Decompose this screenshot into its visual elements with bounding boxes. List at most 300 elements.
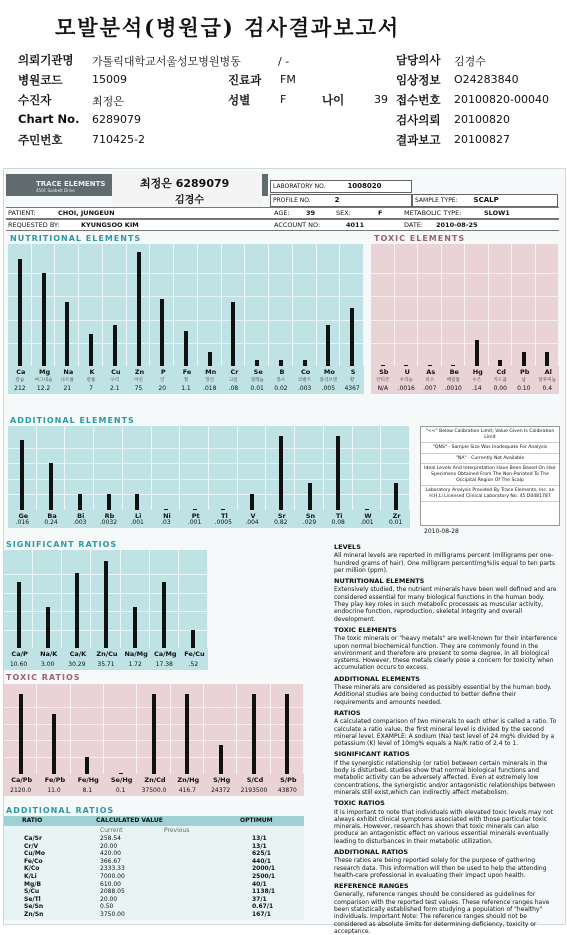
chart-bar-Fe xyxy=(184,331,188,366)
chart-bar-Rb xyxy=(107,494,111,510)
chart-label: Al xyxy=(544,368,552,376)
chart-label: P xyxy=(160,368,166,376)
text-paragraph: The toxic minerals or "heavy metals" are well-known for their interference upon normal biochemical function. They are commonly found in the environment and therefore are present to some degree, in all biological systems. However, these metals clearly pose a concern for toxicity when accumulation occurs to excess. xyxy=(334,635,558,672)
chart-bar-S/Pb xyxy=(285,694,289,774)
grid-line xyxy=(371,273,559,274)
chart-label: Zn/Hg xyxy=(177,776,200,784)
chart-value: .0032 xyxy=(99,519,118,526)
chart-bar-Na/Mg xyxy=(133,607,137,648)
chart-kor-label: 마그네슘 xyxy=(34,378,53,383)
column-divider xyxy=(292,244,293,366)
chart-bar-Zn xyxy=(137,252,141,366)
patient-name: CHOI, JUNGEUN xyxy=(58,209,115,217)
chart-value: 0.02 xyxy=(274,385,288,392)
chart-value: 7 xyxy=(89,385,93,392)
chart-label: V xyxy=(250,512,256,520)
chart-label: Fe/Pb xyxy=(44,776,66,784)
chart-kor-label: 납 xyxy=(521,378,526,383)
header-mid-value: 39 xyxy=(374,93,388,106)
chart-value: N/A xyxy=(377,385,389,392)
header-right-value: 20100820-00040 xyxy=(454,93,549,106)
chart-label: Fe xyxy=(182,368,192,376)
ratio-optimum: 2500/1 xyxy=(252,873,276,880)
column-divider xyxy=(173,244,174,366)
column-divider xyxy=(90,550,91,648)
chart-bar-Fe/Pb xyxy=(52,714,56,774)
ratio-optimum: 1138/1 xyxy=(252,888,276,896)
chart-kor-label: 칼륨 xyxy=(86,378,96,383)
column-divider xyxy=(102,244,103,366)
ratio-name: K/Co xyxy=(24,865,40,873)
ratio-current: 258.54 xyxy=(100,835,121,842)
chart-kor-label: 철 xyxy=(183,378,189,383)
chart-label: Zr xyxy=(392,512,401,520)
chart-label: W xyxy=(364,512,372,520)
header-right-label: 접수번호 xyxy=(396,93,441,107)
chart-label: Cd xyxy=(496,368,506,376)
chart-bar-W xyxy=(365,509,369,510)
ratio-name: Se/Sn xyxy=(24,903,44,911)
chart-bar-Zn/Hg xyxy=(185,694,189,774)
chart-label: Na/K xyxy=(40,650,58,658)
chart-label: Pb xyxy=(520,368,530,376)
chart-bar-V xyxy=(250,494,254,510)
chart-kor-label: 수은 xyxy=(472,378,482,383)
header-left-label: 의뢰기관명 xyxy=(18,53,74,67)
col-calc: CALCULATED VALUE xyxy=(96,817,163,824)
chart-value: 0.1 xyxy=(115,787,126,794)
chart-bar-Ca/Pb xyxy=(19,694,23,774)
ratio-name: Cu/Mo xyxy=(24,850,45,858)
column-divider xyxy=(270,684,271,774)
chart-label: Sb xyxy=(379,368,389,376)
chart-bar-Co xyxy=(303,360,307,366)
header-right-value: 20100827 xyxy=(454,133,510,146)
chart-value: 2.1 xyxy=(110,385,120,392)
chart-kor-label: 셀레늄 xyxy=(250,378,264,383)
chart-label: Cr xyxy=(230,368,239,376)
chart-kor-label: 붕소 xyxy=(276,378,286,383)
chart-label: Hg xyxy=(472,368,483,376)
chart-bar-Tl xyxy=(221,509,225,510)
chart-value: 0.24 xyxy=(44,519,58,526)
chart-value: 416.7 xyxy=(178,787,196,794)
header-left-label: Chart No. xyxy=(18,112,80,126)
notes-box xyxy=(420,426,560,526)
header-left-value: 가톨릭대학교서울성모병원병동 xyxy=(92,55,241,68)
chart-value: 24372 xyxy=(211,787,231,794)
chart-bar-Cd xyxy=(498,360,502,366)
chart-bar-Bi xyxy=(78,494,82,510)
chart-label: Ca/K xyxy=(69,650,87,658)
chart-kor-label: 나트륨 xyxy=(60,378,74,383)
chart-bar-Mn xyxy=(208,352,212,366)
chart-kor-label: 코발트 xyxy=(297,378,312,383)
chart-bar-Cr xyxy=(231,302,235,366)
chart-value: .0005 xyxy=(214,519,232,526)
chart-bar-Na/K xyxy=(46,607,50,648)
chart-kor-label: 알루미늄 xyxy=(538,378,557,383)
page-title: 모발분석(병원급) 검사결과보고서 xyxy=(55,15,401,40)
ratio-current: 0.50 xyxy=(100,903,114,911)
column-divider xyxy=(464,244,465,366)
chart-label: S/Pb xyxy=(280,776,297,784)
ratio-current: 7000.00 xyxy=(100,873,125,880)
chart-kor-label: 우라늄 xyxy=(399,378,413,383)
chart-value: 21 xyxy=(63,385,72,392)
note-line: "NA" - Currently Not Available xyxy=(421,454,559,465)
significant-heading: SIGNIFICANT RATIOS xyxy=(6,540,118,549)
chart-value: .005 xyxy=(321,385,336,392)
ratio-name: Fe/Co xyxy=(24,857,43,865)
ratio-current: 420.00 xyxy=(100,850,121,858)
patient-label: PATIENT: xyxy=(8,209,36,217)
column-divider xyxy=(149,244,150,366)
header-mid-label: 성별 xyxy=(228,93,251,107)
header-left-label: 병원코드 xyxy=(18,73,63,87)
col-current: Current xyxy=(100,827,123,834)
chart-bar-Li xyxy=(135,494,139,510)
toxic-heading: TOXIC ELEMENTS xyxy=(374,234,466,243)
header-right-label: 담당의사 xyxy=(396,53,441,67)
chart-label: Tl xyxy=(221,512,228,520)
chart-bar-P xyxy=(160,299,164,366)
chart-bar-Zn/Cu xyxy=(104,561,108,648)
chart-bar-K xyxy=(89,334,93,366)
column-divider xyxy=(136,684,137,774)
chart-bar-Ca/P xyxy=(17,582,21,648)
column-divider xyxy=(409,426,410,510)
chart-bar-S xyxy=(350,308,354,366)
chart-label: Mg xyxy=(39,368,51,376)
note-line: Laboratory Analysis Provided By Trace Elements, Inc. an H.H.Li Licensed Clinical Laboratory No. 45 D0481787 xyxy=(421,486,559,502)
nutritional-chart xyxy=(8,244,364,394)
chart-kor-label: 황 xyxy=(349,378,355,383)
column-divider xyxy=(268,244,269,366)
report-date: 2010-08-25 xyxy=(436,221,478,229)
additional-chart xyxy=(8,426,410,528)
request-strip xyxy=(6,219,559,231)
chart-bar-Cu xyxy=(113,325,117,366)
note-line: Ideal Levels And Interpretation Have Been Based On Hair Specimens Obtained From The Non-Pariated To The Occipital Region Of The Scalp xyxy=(421,464,559,486)
text-paragraph: All mineral levels are reported in milligrams percent (milligrams per one-hundred grams of hair). One milligram percent(mg%)is equal to ten parts per million (ppm). xyxy=(334,552,555,574)
chart-value: .003 xyxy=(297,385,312,392)
header-right-value: 20100820 xyxy=(454,113,510,126)
chart-value: 2193500 xyxy=(240,787,268,794)
chart-value: 8.1 xyxy=(82,787,93,794)
column-divider xyxy=(178,550,179,648)
text-paragraph: A calculated comparison of two minerals to each other is called a ratio. To calculate a ratio value, the first mineral level is divided by the second mineral level. EXAMPLE: A sodium (Na) test level of 24 mg% divided by a potassium (K) level of 10mg% equals a Na/K ratio of 2.4 to 1. xyxy=(334,718,557,748)
date-label: DATE: xyxy=(404,221,424,229)
header-mid-value: F xyxy=(280,93,287,106)
chart-value: 2120.0 xyxy=(10,787,32,794)
column-divider xyxy=(558,244,559,366)
text-paragraph: It is important to note that individuals with elevated toxic levels may not always exhibit clinical symptoms associated with those particular toxic minerals. However, research has shown that toxic minerals can also produce an antagonistic effect on various essential minerals eventually leading to disturbances in their metabolic utilization. xyxy=(334,808,553,845)
chart-value: 37500.0 xyxy=(141,787,167,794)
additional-date: 2010-08-28 xyxy=(424,528,459,535)
column-divider xyxy=(179,426,180,510)
chart-value: 35.71 xyxy=(97,661,115,668)
text-heading: NUTRITIONAL ELEMENTS xyxy=(334,577,425,586)
column-divider xyxy=(265,426,266,510)
chart-value: 0.01 xyxy=(388,519,403,526)
header-mid-label: 진료과 xyxy=(228,73,262,87)
chart-label: Zn/Cd xyxy=(144,776,166,784)
chart-label: Be xyxy=(449,368,459,376)
text-paragraph: These ratios are being reported solely for the purpose of gathering research data. This information will then be used to help the attending health-care professional in evaluating their impact upon health. xyxy=(334,857,547,879)
column-divider xyxy=(363,244,364,366)
column-divider xyxy=(488,244,489,366)
chart-value: 0.01 xyxy=(250,385,264,392)
chart-value: .0010 xyxy=(444,385,462,392)
chart-value: 4367 xyxy=(344,385,360,392)
header-left-label: 수진자 xyxy=(18,93,52,107)
note-line: "QNS" - Sample Size Was Inadequate For Analysis xyxy=(421,443,559,454)
handwritten-doctor: 김경수 xyxy=(175,195,204,206)
lab-no-label: LABORATORY NO. xyxy=(273,183,326,190)
profile-box xyxy=(270,194,412,207)
column-divider xyxy=(207,550,208,648)
text-heading: ADDITIONAL ELEMENTS xyxy=(334,674,420,683)
chart-bar-S/Hg xyxy=(219,745,223,774)
column-divider xyxy=(236,684,237,774)
handwritten-name: 최정은 6289079 xyxy=(140,177,230,190)
ratio-name: S/Cu xyxy=(24,888,40,896)
column-divider xyxy=(394,244,395,366)
column-divider xyxy=(352,426,353,510)
chart-label: Na xyxy=(63,368,74,376)
chart-value: 0.82 xyxy=(274,519,288,526)
chart-label: Bi xyxy=(77,512,85,520)
chart-bar-Al xyxy=(545,352,549,366)
chart-value: .007 xyxy=(423,385,437,392)
table-row xyxy=(4,911,304,920)
chart-value: 17.38 xyxy=(155,661,173,668)
chart-value: 212 xyxy=(14,385,26,392)
chart-label: S xyxy=(350,368,356,376)
column-divider xyxy=(61,550,62,648)
chart-label: Ca/Pb xyxy=(11,776,33,784)
header-right-label: 검사의뢰 xyxy=(396,113,441,127)
account-no: 4011 xyxy=(346,221,365,229)
chart-kor-label: 망간 xyxy=(205,378,215,383)
chart-value: .03 xyxy=(161,519,171,526)
grid-line xyxy=(371,296,559,297)
column-divider xyxy=(316,244,317,366)
chart-value: .016 xyxy=(15,519,30,526)
profile-label: PROFILE NO. xyxy=(273,197,311,204)
chart-bar-U xyxy=(404,365,408,366)
chart-value: 0.4 xyxy=(542,385,553,392)
ratio-current: 2333.33 xyxy=(100,865,125,873)
chart-bar-Hg xyxy=(475,340,479,366)
chart-label: Ti xyxy=(335,512,343,520)
ward-slash: / - xyxy=(278,55,290,68)
sample-label: SAMPLE TYPE: xyxy=(415,197,458,204)
ratio-name: Ca/Sr xyxy=(24,835,42,842)
chart-label: Mo xyxy=(323,368,335,376)
explanatory-text xyxy=(334,540,558,935)
column-divider xyxy=(149,550,150,648)
chart-value: 30.29 xyxy=(68,661,86,668)
chart-label: Se/Hg xyxy=(110,776,133,784)
chart-bar-B xyxy=(279,360,283,366)
sample-box xyxy=(412,194,558,207)
col-ratio: RATIO xyxy=(22,817,43,824)
chart-kor-label: 칼슘 xyxy=(15,378,25,383)
chart-label: Fe/Hg xyxy=(77,776,99,784)
chart-bar-Zr xyxy=(394,483,398,510)
chart-bar-Se xyxy=(255,360,259,366)
header-left-value: 15009 xyxy=(92,73,127,86)
lab-no: 1008020 xyxy=(347,182,382,190)
grid-line xyxy=(8,479,410,480)
grid-line xyxy=(8,296,364,297)
chart-label: S/Hg xyxy=(213,776,231,784)
chart-bar-As xyxy=(428,365,432,366)
column-divider xyxy=(31,244,32,366)
ratio-optimum: 37/1 xyxy=(252,895,267,903)
header-right-value: 김경수 xyxy=(454,55,486,68)
chart-label: Li xyxy=(135,512,142,520)
column-divider xyxy=(339,244,340,366)
chart-bar-Ca xyxy=(18,259,22,366)
grid-line xyxy=(8,494,410,495)
age: 39 xyxy=(306,209,316,217)
chart-value: .029 xyxy=(302,519,317,526)
chart-label: Co xyxy=(301,368,311,376)
chart-bar-Zn/Cd xyxy=(152,694,156,774)
column-divider xyxy=(70,684,71,774)
lab-address: 4501 Sunbelt Drive xyxy=(36,188,75,193)
chart-label: U xyxy=(404,368,410,376)
text-heading: TOXIC RATIOS xyxy=(334,799,385,808)
header-mid-value: FM xyxy=(280,73,296,86)
chart-bar-Mo xyxy=(326,325,330,366)
chart-kor-label: 비소 xyxy=(425,378,435,383)
chart-value: .001 xyxy=(130,519,144,526)
chart-value: .001 xyxy=(187,519,202,526)
grid-line xyxy=(8,463,410,464)
header-left-value: 710425-2 xyxy=(92,133,145,146)
column-divider xyxy=(237,426,238,510)
chart-label: Zn xyxy=(134,368,145,376)
sex: F xyxy=(378,209,383,217)
chart-bar-Fe/Hg xyxy=(85,757,89,774)
chart-kor-label: 카드뮴 xyxy=(493,378,507,383)
column-divider xyxy=(36,426,37,510)
chart-value: 0.10 xyxy=(517,385,531,392)
chart-kor-label: 몰리브덴 xyxy=(319,378,338,383)
ratio-name: K/Li xyxy=(24,873,37,880)
chart-value: 20 xyxy=(158,385,167,392)
text-heading: ADDITIONAL RATIOS xyxy=(334,847,409,856)
chart-value: .14 xyxy=(471,385,482,392)
column-divider xyxy=(208,426,209,510)
nutritional-heading: NUTRITIONAL ELEMENTS xyxy=(10,234,142,243)
chart-kor-label: 구리 xyxy=(110,378,120,383)
ratio-current: 3750.00 xyxy=(100,911,125,918)
chart-label: Zn/Cu xyxy=(96,650,118,658)
text-paragraph: These minerals are considered as possibly essential by the human body. Additional studies are being conducted to better define their requirements and amounts needed. xyxy=(334,684,552,706)
chart-label: Ca/P xyxy=(11,650,28,658)
chart-kor-label: 크롬 xyxy=(229,378,238,383)
chart-value: .004 xyxy=(245,519,259,526)
sex-label: SEX: xyxy=(336,209,351,217)
ratio-name: Zn/Sn xyxy=(24,911,44,918)
profile-no: 2 xyxy=(334,196,340,204)
chart-label: Fe/Cu xyxy=(184,650,205,658)
chart-label: Ca/Mg xyxy=(153,650,177,658)
chart-value: .003 xyxy=(73,519,87,526)
significant-chart xyxy=(4,550,208,670)
chart-label: Sr xyxy=(277,512,286,520)
chart-value: 0.00 xyxy=(493,385,507,392)
chart-value: 10.60 xyxy=(9,661,28,668)
column-divider xyxy=(535,244,536,366)
column-divider xyxy=(151,426,152,510)
column-divider xyxy=(203,684,204,774)
col-previous: Previous xyxy=(164,827,190,834)
grid-line xyxy=(8,273,364,274)
chart-value: 12.2 xyxy=(36,385,51,392)
chart-bar-Ni xyxy=(164,509,168,510)
text-heading: SIGNIFICANT RATIOS xyxy=(334,750,410,759)
age-label: AGE: xyxy=(274,209,290,217)
chart-bar-S/Cd xyxy=(252,694,256,774)
chart-value: 43870 xyxy=(277,787,297,794)
chart-label: Ge xyxy=(18,512,29,520)
chart-label: Se xyxy=(253,368,263,376)
account-label: ACCOUNT NO: xyxy=(274,221,321,229)
ratio-optimum: 13/1 xyxy=(252,835,267,842)
col-opt: OPTIMUM xyxy=(240,817,273,824)
header-left-label: 주민번호 xyxy=(18,133,63,147)
text-heading: RATIOS xyxy=(334,708,361,717)
column-divider xyxy=(303,684,304,774)
grid-line xyxy=(8,448,410,449)
chart-value: 11.0 xyxy=(47,787,61,794)
toxic-chart xyxy=(371,244,559,394)
chart-value: 0.08 xyxy=(331,519,345,526)
grid-line xyxy=(8,320,364,321)
column-divider xyxy=(221,244,222,366)
chart-label: B xyxy=(279,368,285,376)
requested-by: KYUNGSOO KIM xyxy=(81,221,139,229)
ratio-optimum: 40/1 xyxy=(252,880,267,888)
chart-bar-Pb xyxy=(522,352,526,366)
chart-bar-Ba xyxy=(49,463,53,510)
chart-value: .52 xyxy=(188,661,199,668)
ratio-optimum: 0.67/1 xyxy=(252,903,274,911)
column-divider xyxy=(122,426,123,510)
ratio-optimum: 625/1 xyxy=(252,850,271,858)
chart-kor-label: 인 xyxy=(160,378,165,383)
lab-logo: TRACE ELEMENTS xyxy=(36,180,106,188)
chart-label: K xyxy=(89,368,95,376)
chart-label: Ca xyxy=(16,368,26,376)
ratio-name: Cr/V xyxy=(24,842,39,850)
header-right-label: 결과보고 xyxy=(396,133,441,147)
column-divider xyxy=(103,684,104,774)
ratio-optimum: 440/1 xyxy=(252,857,271,865)
chart-label: Na/Mg xyxy=(124,650,148,658)
chart-bar-Pt xyxy=(193,509,197,510)
chart-label: Rb xyxy=(104,512,115,520)
column-divider xyxy=(323,426,324,510)
ratio-name: Se/Tl xyxy=(24,895,41,903)
ratio-optimum: 167/1 xyxy=(252,911,271,918)
